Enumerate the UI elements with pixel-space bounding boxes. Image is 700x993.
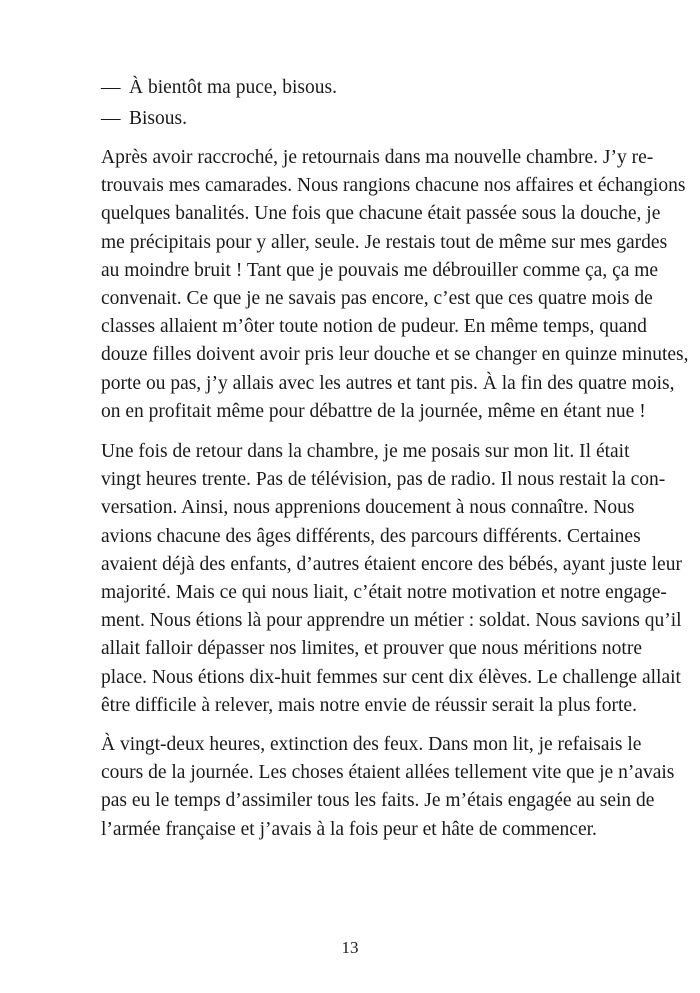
text-line: allait falloir dépasser nos limites, et prouver que nous méritions notre bbox=[101, 638, 642, 660]
text-line: quelques banalités. Une fois que chacune était passée sous la douche, je bbox=[101, 203, 661, 225]
text-line: on en profitait même pour débattre de la journée, même en étant nue ! bbox=[101, 400, 646, 422]
text-line: versation. Ainsi, nous apprenions doucement à nous connaître. Nous bbox=[101, 497, 635, 519]
text-line: trouvais mes camarades. Nous rangions chacune nos affaires et échangions bbox=[101, 175, 686, 197]
text-line: À vingt-deux heures, extinction des feux. Dans mon lit, je refaisais le bbox=[101, 734, 642, 755]
text-line: cours de la journée. Les choses étaient allées tellement vite que je n’avais bbox=[101, 762, 675, 784]
paragraph-2 bbox=[101, 438, 682, 720]
dialogue-dash: — bbox=[101, 108, 121, 129]
text-line: avaient déjà des enfants, d’autres étaient encore des bébés, ayant juste leur bbox=[101, 553, 682, 575]
text-line: pas eu le temps d’assimiler tous les faits. Je m’étais engagée au sein de bbox=[101, 790, 655, 812]
text-line: Une fois de retour dans la chambre, je me posais sur mon lit. Il était bbox=[101, 441, 630, 462]
paragraph-1 bbox=[101, 144, 689, 426]
dialogue-text: À bientôt ma puce, bisous. bbox=[129, 77, 337, 98]
page-number: 13 bbox=[341, 938, 359, 957]
text-line: porte ou pas, j’y allais avec les autres et tant pis. À la fin des quatre mois, bbox=[101, 372, 675, 394]
text-line: au moindre bruit ! Tant que je pouvais me débrouiller comme ça, ça me bbox=[101, 259, 659, 281]
text-line: avions chacune des âges différents, des parcours différents. Certaines bbox=[101, 525, 641, 547]
text-line: place. Nous étions dix-huit femmes sur cent dix élèves. Le challenge allait bbox=[101, 666, 681, 688]
text-line: classes allaient m’ôter toute notion de pudeur. En même temps, quand bbox=[101, 316, 647, 338]
text-line: ment. Nous étions là pour apprendre un métier : soldat. Nous savions qu’il bbox=[101, 610, 682, 632]
dialogue-dash: — bbox=[101, 77, 121, 98]
text-line: majorité. Mais ce qui nous liait, c’était notre motivation et notre engage- bbox=[101, 582, 667, 604]
text-line: me précipitais pour y aller, seule. Je restais tout de même sur mes gardes bbox=[101, 231, 668, 253]
text-line: douze filles doivent avoir pris leur douche et se changer en quinze minutes, bbox=[101, 344, 689, 366]
dialogue-text: Bisous. bbox=[129, 108, 187, 129]
paragraph-3 bbox=[101, 731, 675, 844]
text-line: vingt heures trente. Pas de télévision, pas de radio. Il nous restait la con- bbox=[101, 469, 666, 491]
dialogue-line bbox=[101, 74, 621, 102]
text-line: être difficile à relever, mais notre envie de réussir serait la plus forte. bbox=[101, 694, 637, 716]
text-line: Après avoir raccroché, je retournais dans ma nouvelle chambre. J’y re- bbox=[101, 147, 654, 168]
text-line: l’armée française et j’avais à la fois peur et hâte de commencer. bbox=[101, 818, 597, 840]
dialogue-line bbox=[101, 105, 621, 133]
text-line: convenait. Ce que je ne savais pas encore, c’est que ces quatre mois de bbox=[101, 288, 653, 310]
